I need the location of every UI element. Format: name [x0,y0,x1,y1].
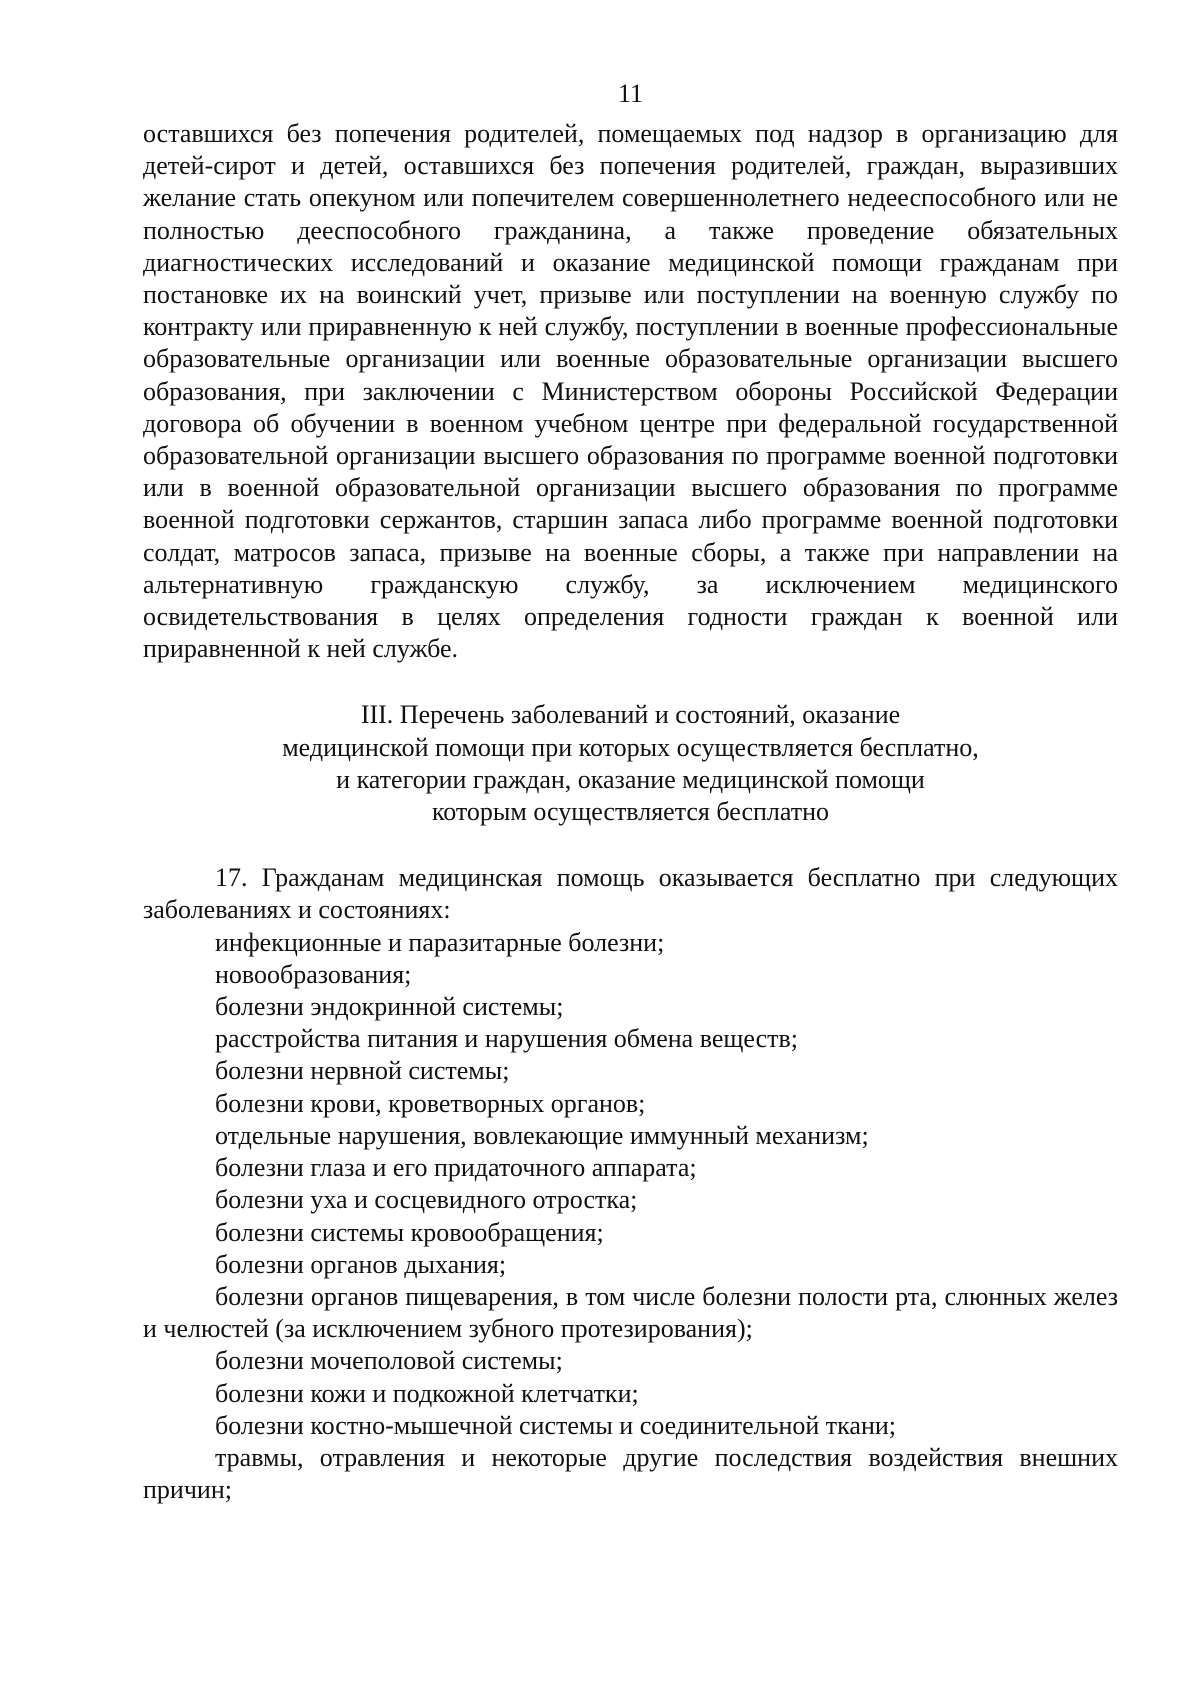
paragraph-17: 17. Гражданам медицинская помощь оказывается бесплатно при следующих заболеваниях и состояниях: [143,863,1118,925]
condition-item: болезни эндокринной системы; [215,992,564,1022]
condition-item: расстройства питания и нарушения обмена веществ; [215,1024,798,1054]
condition-item: новообразования; [215,959,412,989]
intro-paragraph: оставшихся без попечения родителей, помещаемых под надзор в организацию для детей-сирот и детей, оставшихся без попечения родителей, граждан, выразивших желание стать опекуном или попечителем совершеннолетнего недееспособного или не полностью дееспособного гражданина, а также проведение обязательных диагностических исследований и оказание медицинской помощи гражданам при постановке их на воинский учет, призыве или поступлении на военную службу по контракту или приравненную к ней службу, поступлении в военные профессиональные образовательные организации или военные образовательные организации высшего образования, при заключении с Министерством обороны Российской Федерации договора об обучении в военном учебном центре при федеральной государственной образовательной организации высшего образования по программе военной подготовки или в военной образовательной организации высшего образования по программе военной подготовки сержантов, старшин запаса либо программе военной подготовки солдат, матросов запаса, призыве на военные сборы, а также при направлении на альтернативную гражданскую службу, за исключением медицинского освидетельствования в целях определения годности граждан к военной или приравненной к ней службе. [143,119,1118,664]
condition-item: болезни органов дыхания; [215,1249,507,1279]
condition-item: инфекционные и паразитарные болезни; [215,927,665,957]
section-heading-line: медицинской помощи при которых осуществляется бесплатно, [282,732,979,762]
section-heading [143,699,1118,828]
section-heading-line: III. Перечень заболеваний и состояний, оказание [360,700,901,730]
condition-item: болезни мочеполовой системы; [215,1346,563,1376]
section-heading-line: которым осуществляется бесплатно [431,797,830,827]
condition-item: болезни глаза и его придаточного аппарата; [215,1153,697,1183]
condition-item: отдельные нарушения, вовлекающие иммунный механизм; [215,1120,869,1150]
document-page [143,78,1118,1506]
condition-item: болезни кожи и подкожной клетчатки; [215,1378,639,1408]
condition-item: болезни системы кровообращения; [215,1217,604,1247]
condition-item: болезни нервной системы; [215,1056,510,1086]
condition-item: болезни крови, кроветворных органов; [215,1088,646,1118]
condition-item: травмы, отравления и некоторые другие последствия воздействия внешних причин; [143,1442,1118,1505]
condition-item: болезни органов пищеварения, в том числе болезни полости рта, слюнных желез и челюстей (за исключением зубного протезирования); [143,1281,1118,1344]
section-heading-line: и категории граждан, оказание медицинской помощи [336,764,925,794]
condition-item: болезни костно-мышечной системы и соединительной ткани; [215,1410,897,1440]
page-number: 11 [617,79,644,108]
condition-item: болезни уха и сосцевидного отростка; [215,1185,638,1215]
conditions-list [143,927,1118,1507]
